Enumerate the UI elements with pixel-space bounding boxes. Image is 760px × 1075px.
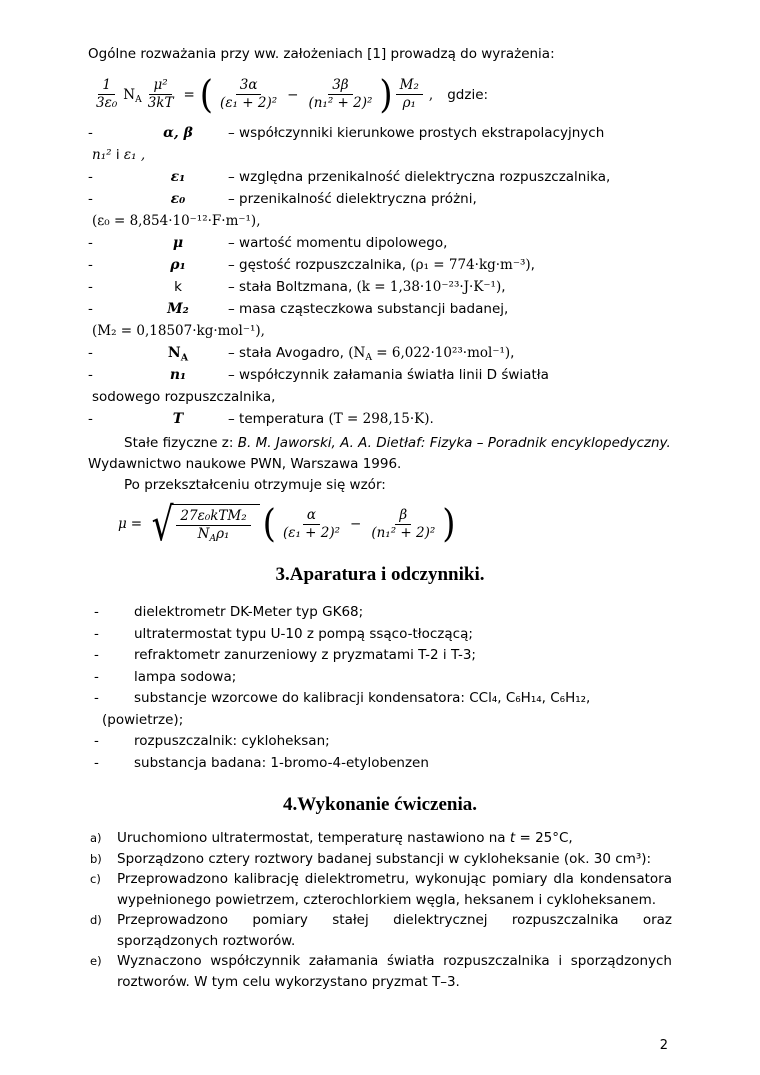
fraction: [279, 507, 344, 542]
citation: B. M. Jaworski, A. A. Dietłaf: Fizyka – Poradnik encyklopedyczny.: [237, 435, 671, 451]
math-symbol: k: [174, 279, 182, 295]
fraction-numerator: 3α: [236, 77, 262, 95]
minus-sign: −: [350, 516, 362, 532]
list-letter: b): [90, 851, 102, 866]
paren-close: ): [442, 501, 456, 547]
definition-item: [88, 122, 672, 144]
definition-text: – współczynniki kierunkowe prostych ekstrapolacyjnych: [228, 125, 605, 141]
paren-open: (: [199, 72, 214, 117]
list-dash: -: [88, 125, 93, 141]
text: ρ₁: [216, 526, 230, 542]
definition-text: [228, 408, 672, 430]
list-item-text: lampa sodowa;: [134, 668, 237, 685]
list-item: [88, 602, 672, 624]
fraction-numerator: 1: [98, 77, 115, 95]
text: – stała Boltzmana,: [228, 279, 357, 295]
list-dash: -: [94, 647, 99, 663]
math-symbol: n₁: [169, 367, 187, 383]
list-item: [88, 731, 672, 753]
list-dash: -: [88, 301, 93, 317]
fraction-denominator: (ε₁ + 2)²: [282, 524, 341, 541]
avogadro-symbol: [123, 87, 141, 103]
definition-item: [88, 276, 672, 298]
list-item: [88, 688, 672, 710]
definition-item: [88, 166, 672, 188]
math-symbol: ε₁ ,: [123, 147, 146, 163]
math-symbol: ρ₁: [170, 257, 186, 273]
fraction: [304, 77, 376, 112]
symbol-subscript: A: [365, 352, 372, 364]
list-item: [88, 645, 672, 667]
procedure-list: [88, 828, 672, 992]
definition-item: [88, 364, 672, 386]
definition-item: [88, 254, 672, 276]
list-item-text: [117, 828, 672, 849]
fraction: [176, 508, 250, 543]
fraction-denominator: (ε₁ + 2)²: [220, 95, 278, 111]
list-dash: -: [88, 191, 93, 207]
list-letter: a): [90, 831, 102, 845]
list-item: [88, 910, 672, 951]
symbol-base: N: [167, 345, 181, 361]
symbol-subscript: A: [135, 93, 142, 105]
list-dash: -: [88, 411, 93, 427]
apparatus-list: [88, 602, 672, 774]
list-item-text: Wyznaczono współczynnik załamania światła rozpuszczalnika i sporządzonych roztworów. W tym celu wykorzystano pryzmat T–3.: [117, 953, 672, 990]
definition-continuation: [88, 144, 672, 166]
definition-text: – przenikalność dielektryczna próżni,: [228, 191, 477, 207]
definition-item: [88, 342, 672, 364]
minus-sign: −: [287, 86, 299, 103]
paren-close: ): [379, 72, 393, 117]
definition-text: – masa cząsteczkowa substancji badanej,: [228, 301, 509, 317]
list-item-text: substancje wzorcowe do kalibracji kondensatora: CCl₄, C₆H₁₄, C₆H₁₂,: [134, 690, 591, 706]
definition-continuation: [88, 210, 672, 232]
fraction-numerator: 3β: [328, 77, 352, 95]
fraction-numerator: 27ε₀kTM₂: [176, 508, 250, 526]
definition-text: [228, 254, 672, 276]
list-item: [88, 869, 672, 910]
list-letter: e): [90, 954, 102, 968]
math-symbol: ε₁: [170, 169, 186, 185]
fraction-numerator: M₂: [396, 77, 423, 95]
text: i: [111, 147, 124, 163]
text: .: [429, 411, 434, 427]
formula-mu-result: [118, 497, 672, 551]
fraction-denominator: [194, 526, 234, 543]
math-symbol: [128, 342, 228, 364]
text: = 6,022·10²³·mol⁻¹): [371, 345, 511, 361]
section-title-apparatus: 3.Aparatura i odczynniki.: [275, 564, 485, 585]
intro-paragraph: Ogólne rozważania przy ww. założeniach [1] prowadzą do wyrażenia:: [88, 46, 555, 62]
symbol-base: N: [197, 526, 210, 542]
definition-text: [228, 276, 672, 298]
list-item: [88, 849, 672, 870]
math-symbol: M₂: [167, 301, 189, 317]
text: – stała Avogadro,: [228, 345, 349, 361]
list-item-text: refraktometr zanurzeniowy z pryzmatami T-2 i T-3;: [134, 647, 476, 663]
fraction: [216, 77, 281, 112]
variable-t: t: [509, 830, 516, 846]
equals-sign: =: [183, 86, 195, 103]
inline-formula: (M₂ = 0,18507·kg·mol⁻¹),: [92, 323, 265, 339]
symbol-base: N: [123, 86, 136, 103]
list-dash: -: [94, 690, 99, 706]
transform-note: Po przekształceniu otrzymuje się wzór:: [124, 477, 386, 493]
list-item-text: ultratermostat typu U-10 z pompą ssąco-tłoczącą;: [134, 625, 473, 642]
inline-formula: (k = 1,38·10⁻²³·J·K⁻¹): [356, 279, 502, 295]
list-dash: -: [88, 345, 93, 361]
list-item-continuation: (powietrze);: [102, 711, 184, 728]
math-symbol: ε₀: [170, 191, 186, 207]
list-item-text: dielektrometr DK-Meter typ GK68;: [134, 604, 364, 620]
reference-paragraph: [88, 433, 672, 475]
list-dash: -: [94, 754, 99, 771]
inline-formula: (T = 298,15·K): [328, 411, 430, 427]
definition-text: – względna przenikalność dielektryczna rozpuszczalnika,: [228, 169, 611, 185]
inline-formula: [348, 345, 511, 364]
list-dash: -: [88, 235, 93, 251]
list-item-text: Sporządzono cztery roztwory badanej substancji w cykloheksanie (ok. 30 cm³):: [117, 850, 652, 867]
text: ,: [501, 279, 506, 295]
fraction-denominator: ρ₁: [402, 95, 416, 111]
fraction-denominator: 3ε₀: [96, 95, 118, 111]
inline-formula: (ε₀ = 8,854·10⁻¹²·F·m⁻¹),: [92, 213, 261, 229]
math-symbol: μ: [172, 235, 184, 251]
list-dash: -: [88, 169, 93, 185]
list-item: [88, 667, 672, 689]
list-item: [88, 624, 672, 646]
list-dash: -: [94, 604, 99, 620]
math-symbol: α, β: [163, 125, 193, 141]
fraction-numerator: β: [395, 507, 411, 525]
definition-text: [228, 342, 672, 364]
math-symbol: T: [172, 411, 184, 427]
definition-continuation: [88, 320, 672, 342]
list-letter: d): [90, 913, 102, 927]
list-letter: c): [90, 872, 101, 886]
definition-item: [88, 232, 672, 254]
symbol-subscript: A: [209, 533, 217, 545]
fraction: [92, 77, 121, 112]
list-item-text: Przeprowadzono pomiary stałej dielektrycznej rozpuszczalnika oraz sporządzonych roztworów.: [117, 912, 672, 949]
text: Uruchomiono ultratermostat, temperaturę nastawiono na: [117, 830, 510, 846]
list-item: [88, 951, 672, 992]
list-item-text: rozpuszczalnik: cykloheksan;: [134, 733, 330, 749]
equals-sign: =: [130, 516, 143, 532]
text: ,: [510, 345, 515, 361]
list-dash: -: [94, 668, 99, 685]
square-root: [148, 497, 260, 551]
symbol-subscript: A: [180, 352, 189, 364]
where-label: gdzie:: [447, 86, 489, 103]
text: – gęstość rozpuszczalnika,: [228, 257, 411, 273]
page-number: 2: [659, 1038, 668, 1053]
list-item-text: Przeprowadzono kalibrację dielektrometru, wykonując pomiary dla kondensatora wypełnionego powietrzem, czterochlorkiem węgla, heksanem i cykloheksanem.: [117, 871, 672, 908]
radicand: [170, 504, 259, 543]
mu-symbol: μ: [118, 516, 127, 532]
definition-item: [88, 408, 672, 430]
text: – temperatura: [228, 411, 329, 427]
definition-item: [88, 298, 672, 320]
definition-continuation: sodowego rozpuszczalnika,: [92, 389, 276, 405]
fraction-numerator: μ²: [149, 77, 171, 95]
list-item-text: substancja badana: 1-bromo-4-etylobenzen: [134, 754, 429, 771]
paren-open: (: [262, 501, 276, 547]
text: Stałe fizyczne z:: [124, 435, 238, 451]
radical-sign: √: [151, 497, 174, 551]
fraction-denominator: (n₁² + 2)²: [308, 95, 373, 111]
definition-item: [88, 188, 672, 210]
section-title-procedure: 4.Wykonanie ćwiczenia.: [282, 794, 478, 815]
fraction-denominator: (n₁² + 2)²: [371, 524, 436, 541]
definition-text: – wartość momentu dipolowego,: [228, 235, 448, 251]
fraction: [367, 507, 439, 542]
list-dash: -: [88, 257, 93, 273]
list-dash: -: [88, 279, 93, 295]
fraction-denominator: 3kT: [147, 95, 174, 111]
text: (N: [348, 345, 366, 361]
inline-formula: (ρ₁ = 774·kg·m⁻³): [410, 257, 531, 273]
fraction: [396, 77, 423, 112]
definition-text: – współczynnik załamania światła linii D światła: [228, 367, 549, 383]
list-dash: -: [88, 367, 93, 383]
formula-debye-equation: [90, 72, 672, 117]
list-item: [88, 753, 672, 775]
comma: ,: [428, 86, 434, 103]
text: = 25°C,: [515, 830, 573, 846]
list-dash: -: [94, 733, 99, 749]
list-item: [88, 828, 672, 849]
fraction-numerator: α: [303, 507, 320, 525]
list-dash: -: [94, 625, 99, 642]
math-symbol: n₁²: [92, 147, 112, 163]
symbol-definitions-list: [88, 122, 672, 430]
fraction: [144, 77, 178, 112]
text: ,: [530, 257, 535, 273]
text: Wydawnictwo naukowe PWN, Warszawa 1996.: [88, 456, 402, 472]
